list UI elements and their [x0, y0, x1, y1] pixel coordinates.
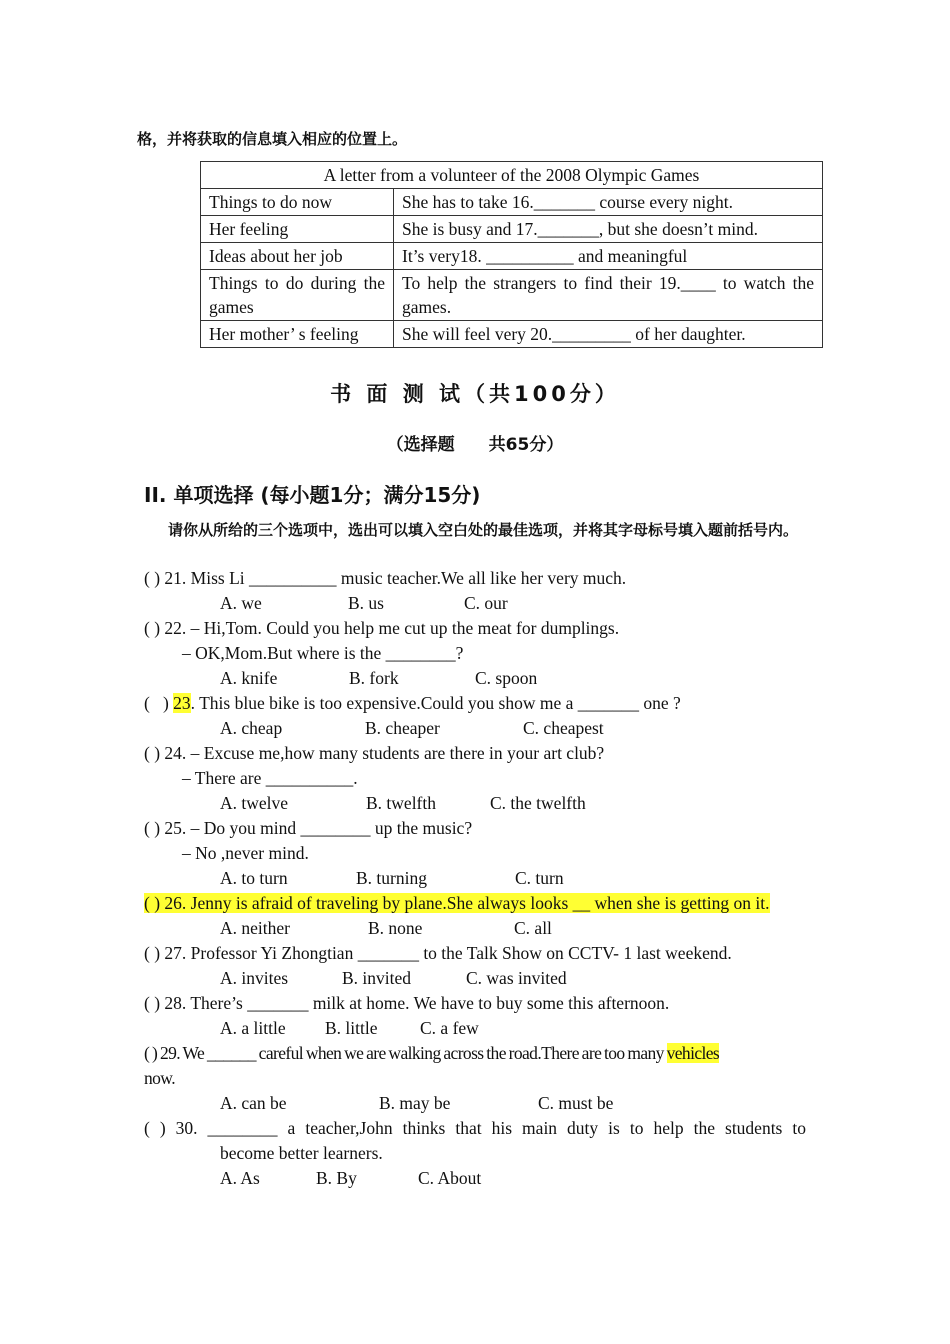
question-27 — [144, 941, 806, 991]
options — [144, 1016, 806, 1041]
question-stem: ( ) 26. Jenny is afraid of traveling by plane.She always looks __ when she is getting on it. — [144, 893, 770, 913]
option-c: C. spoon — [475, 668, 538, 688]
option-c: C. cheapest — [523, 718, 604, 738]
options — [144, 1166, 806, 1191]
option-c: C. our — [464, 593, 508, 613]
options — [144, 666, 806, 691]
row-content: She has to take 16._______ course every night. — [394, 189, 823, 216]
option-b: B. turning — [356, 868, 427, 888]
option-c: C. a few — [420, 1018, 479, 1038]
question-stem-cont: become better learners. — [220, 1143, 383, 1163]
row-content: It’s very18. __________ and meaningful — [394, 243, 823, 270]
question-reply: – No ,never mind. — [182, 843, 309, 863]
option-a: A. we — [220, 593, 262, 613]
option-a: A. As — [220, 1168, 260, 1188]
row-content: She is busy and 17._______, but she doesn’t mind. — [394, 216, 823, 243]
option-c: C. the twelfth — [490, 793, 586, 813]
option-a: A. invites — [220, 968, 289, 988]
answer-bracket: ( ) — [144, 693, 174, 713]
option-c: C. was invited — [466, 968, 567, 988]
question-stem: . This blue bike is too expensive.Could you show me a _______ one ? — [190, 693, 681, 713]
option-a: A. neither — [220, 918, 290, 938]
instructions: 请你从所给的三个选项中，选出可以填入空白处的最佳选项，并将其字母标号填入题前括号内。 — [168, 521, 799, 539]
question-list — [144, 566, 806, 1191]
row-label: Things to do now — [201, 189, 394, 216]
option-b: B. invited — [342, 968, 412, 988]
question-stem: ( ) 21. Miss Li __________ music teacher.We all like her very much. — [144, 568, 627, 588]
question-reply: – OK,Mom.But where is the ________? — [182, 643, 464, 663]
table-row — [201, 270, 823, 321]
question-28 — [144, 991, 806, 1041]
option-a: A. can be — [220, 1093, 287, 1113]
row-content: She will feel very 20._________ of her daughter. — [394, 321, 823, 348]
option-c: C. turn — [515, 868, 564, 888]
intro-text: 格，并将获取的信息填入相应的位置上。 — [137, 130, 408, 148]
option-b: B. us — [348, 593, 384, 613]
question-number: 23 — [173, 693, 191, 713]
highlighted-word: vehicles — [666, 1043, 720, 1063]
options — [144, 916, 806, 941]
question-reply: – There are __________. — [182, 768, 358, 788]
table-caption: A letter from a volunteer of the 2008 Olympic Games — [201, 162, 823, 189]
row-label: Her mother’ s feeling — [201, 321, 394, 348]
question-30 — [144, 1116, 806, 1191]
question-25 — [144, 816, 806, 891]
options — [144, 966, 806, 991]
table-row — [201, 216, 823, 243]
question-26 — [144, 891, 806, 941]
row-content: To help the strangers to find their 19.____ to watch the games. — [394, 270, 823, 321]
question-22 — [144, 616, 806, 691]
options — [144, 791, 806, 816]
question-stem-tail: now. — [144, 1068, 175, 1088]
question-21 — [144, 566, 806, 616]
options — [144, 591, 806, 616]
row-label: Her feeling — [201, 216, 394, 243]
option-b: B. may be — [379, 1093, 451, 1113]
question-stem: ( ) 25. – Do you mind ________ up the music? — [144, 818, 473, 838]
question-23 — [144, 691, 806, 741]
section-subtitle: （选择题 共65分） — [386, 435, 564, 455]
question-stem: ( ) 24. – Excuse me,how many students are there in your art club? — [144, 743, 605, 763]
table-row — [201, 321, 823, 348]
question-24 — [144, 741, 806, 816]
part-heading: II. 单项选择 (每小题1分；满分15分) — [144, 483, 481, 507]
option-b: B. none — [368, 918, 423, 938]
question-29 — [144, 1041, 806, 1116]
question-stem: ( ) 22. – Hi,Tom. Could you help me cut up the meat for dumplings. — [144, 618, 620, 638]
option-a: A. cheap — [220, 718, 283, 738]
option-a: A. twelve — [220, 793, 289, 813]
table-row — [201, 243, 823, 270]
option-a: A. a little — [220, 1018, 286, 1038]
question-stem: ( ) 28. There’s _______ milk at home. We have to buy some this afternoon. — [144, 993, 670, 1013]
question-stem: ( ) 29. We ______ careful when we are walking across the road.There are too many — [144, 1043, 667, 1063]
table-row — [201, 189, 823, 216]
option-a: A. to turn — [220, 868, 288, 888]
option-b: B. little — [325, 1018, 378, 1038]
option-b: B. fork — [349, 668, 399, 688]
question-stem: ( ) 27. Professor Yi Zhongtian _______ to the Talk Show on CCTV- 1 last weekend. — [144, 943, 732, 963]
table-caption-row — [201, 162, 823, 189]
row-label: Things to do during the games — [201, 270, 394, 321]
option-a: A. knife — [220, 668, 278, 688]
row-label: Ideas about her job — [201, 243, 394, 270]
options — [144, 866, 806, 891]
question-stem: ( ) 30. ________ a teacher,John thinks that his main duty is to help the students to — [144, 1118, 806, 1138]
info-table — [200, 161, 823, 348]
option-b: B. twelfth — [366, 793, 436, 813]
option-b: B. By — [316, 1168, 357, 1188]
section-title: 书 面 测 试（共100分） — [330, 382, 620, 406]
option-c: C. About — [418, 1168, 482, 1188]
option-b: B. cheaper — [365, 718, 440, 738]
option-c: C. all — [514, 918, 552, 938]
options — [144, 1091, 806, 1116]
options — [144, 716, 806, 741]
option-c: C. must be — [538, 1093, 614, 1113]
